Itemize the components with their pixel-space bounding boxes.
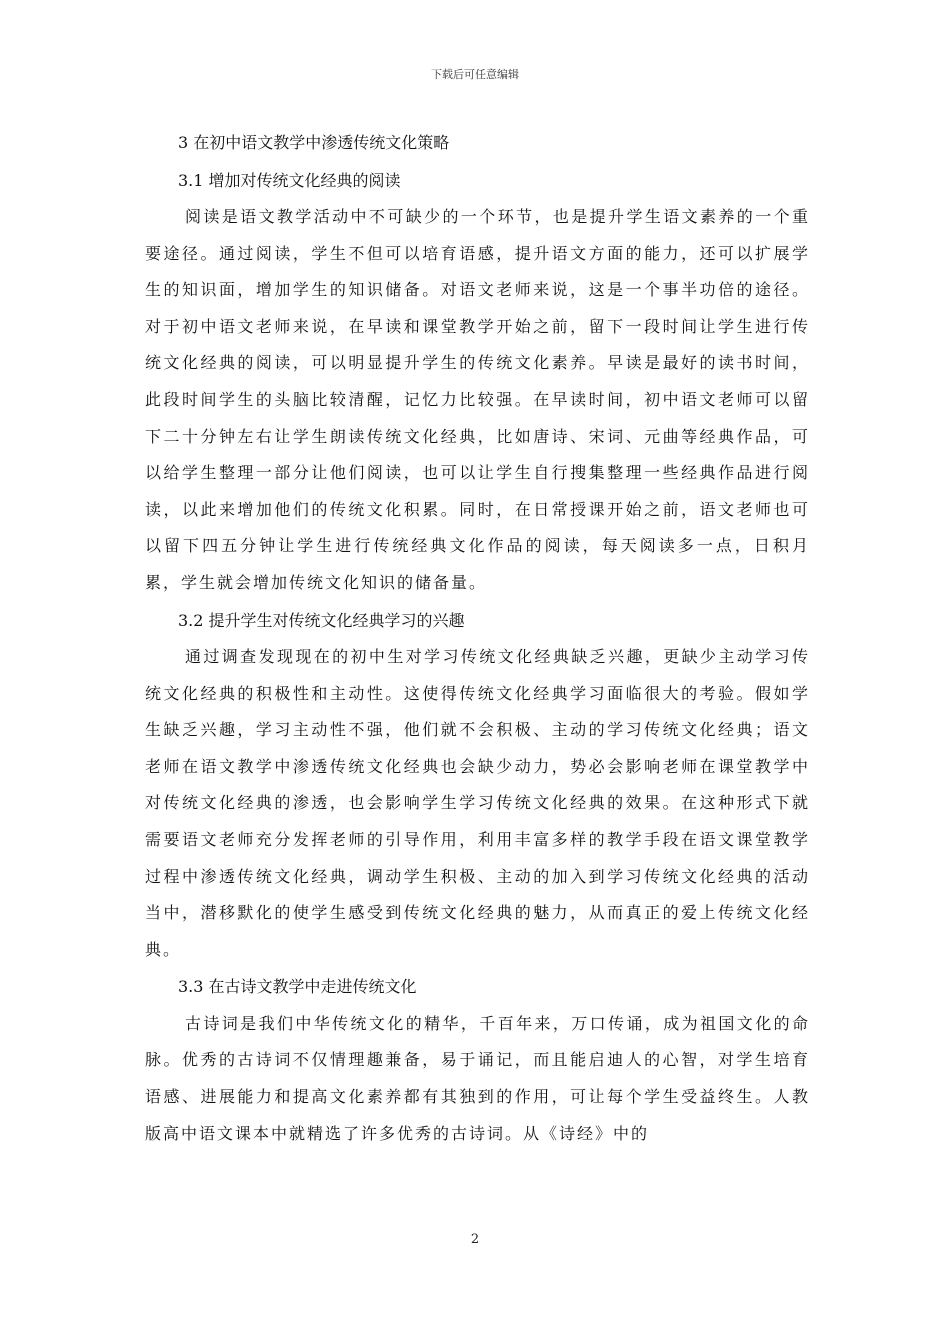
page-header: 下载后可任意编辑 (431, 68, 519, 81)
paragraph-3-2: 通过调查发现现在的初中生对学习传统文化经典缺乏兴趣，更缺少主动学习传统文化经典的积极性和主动性。这使得传统文化经典学习面临很大的考验。假如学生缺乏兴趣，学习主动性不强，他们就不会积极、主动的学习传统文化经典；语文老师在语文教学中渗透传统文化经典也会缺少动力，势必会影响老师在课堂教学中对传统文化经典的渗透，也会影响学生学习传统文化经典的效果。在这种形式下就需要语文老师充分发挥老师的引导作用，利用丰富多样的教学手段在语文课堂教学过程中渗透传统文化经典，调动学生积极、主动的加入到学习传统文化经典的活动当中，潜移默化的使学生感受到传统文化经典的魅力，从而真正的爱上传统文化经典。 (145, 647, 810, 959)
paragraph-3-3: 古诗词是我们中华传统文化的精华，千百年来，万口传诵，成为祖国文化的命脉。优秀的古诗词不仅情理趣兼备，易于诵记，而且能启迪人的心智，对学生培育语感、进展能力和提高文化素养都有其独到的作用，可让每个学生受益终生。人教版高中语文课本中就精选了许多优秀的古诗词。从《诗经》中的 (145, 1013, 810, 1143)
section-heading-3-3: 3.3 在古诗文教学中走进传统文化 (178, 977, 417, 997)
page-number: 2 (470, 1232, 480, 1247)
document-body (145, 124, 810, 1152)
section-heading-3-1: 3.1 增加对传统文化经典的阅读 (178, 170, 401, 190)
section-heading-3-2: 3.2 提升学生对传统文化经典学习的兴趣 (178, 610, 465, 630)
paragraph-3-1: 阅读是语文教学活动中不可缺少的一个环节，也是提升学生语文素养的一个重要途径。通过阅读，学生不但可以培育语感，提升语文方面的能力，还可以扩展学生的知识面，增加学生的知识储备。对语文老师来说，这是一个事半功倍的途径。对于初中语文老师来说，在早读和课堂教学开始之前，留下一段时间让学生进行传统文化经典的阅读，可以明显提升学生的传统文化素养。早读是最好的读书时间，此段时间学生的头脑比较清醒，记忆力比较强。在早读时间，初中语文老师可以留下二十分钟左右让学生朗读传统文化经典，比如唐诗、宋词、元曲等经典作品，可以给学生整理一部分让他们阅读，也可以让学生自行搜集整理一些经典作品进行阅读，以此来增加他们的传统文化积累。同时，在日常授课开始之前，语文老师也可以留下四五分钟让学生进行传统经典文化作品的阅读，每天阅读多一点，日积月累，学生就会增加传统文化知识的储备量。 (145, 207, 810, 592)
section-heading-3: 3 在初中语文教学中渗透传统文化策略 (178, 133, 450, 152)
